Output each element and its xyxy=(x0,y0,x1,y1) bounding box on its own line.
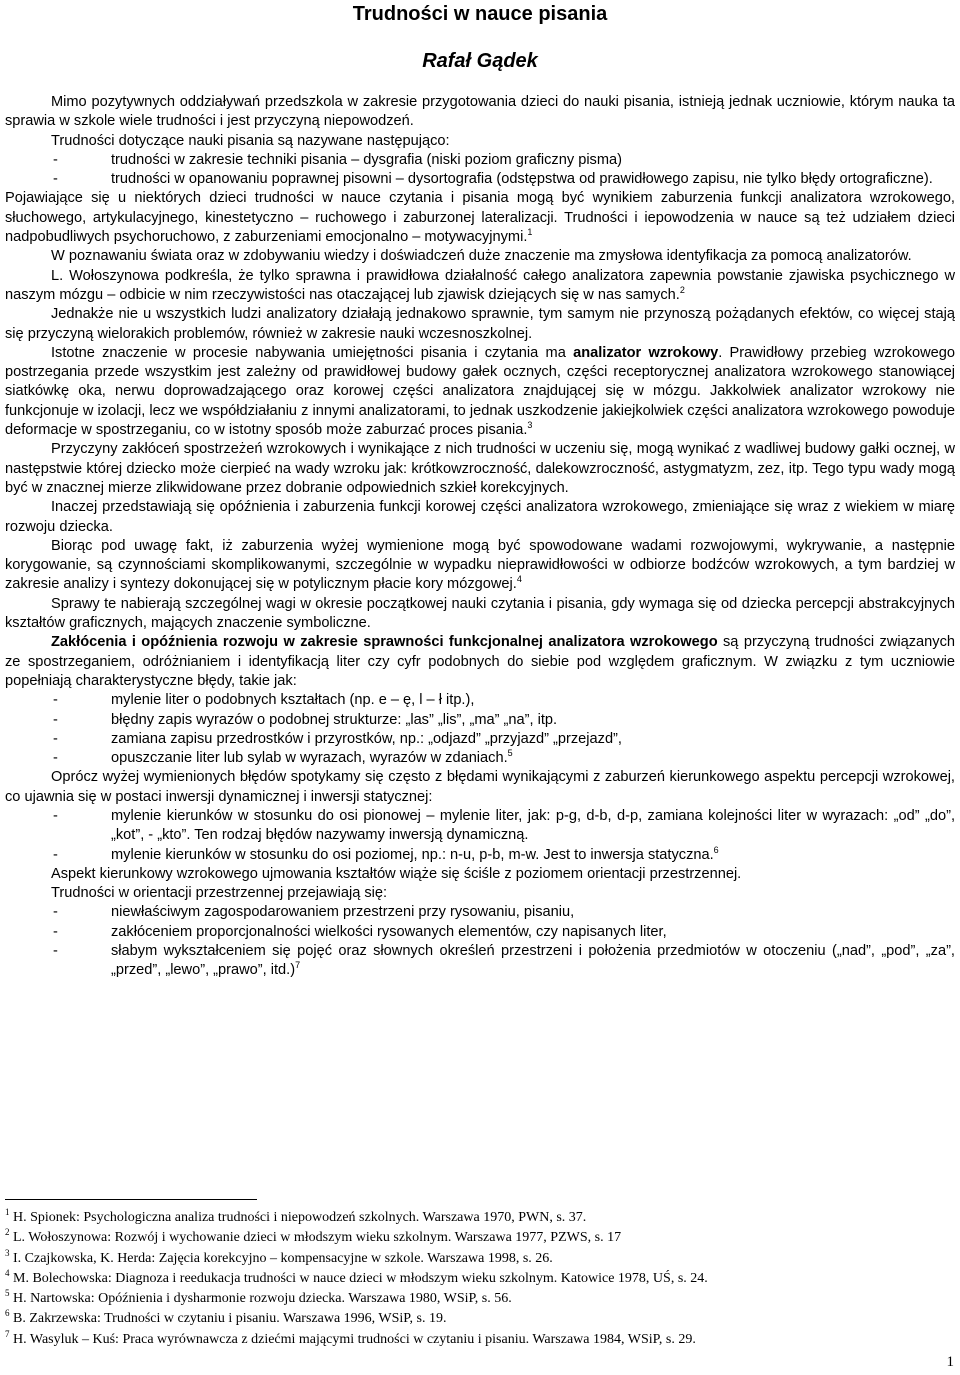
list-item xyxy=(5,807,955,846)
footnote xyxy=(5,1249,955,1269)
list-item xyxy=(5,691,955,710)
footnote-marker: 4 xyxy=(516,574,522,585)
footnote-text: H. Wasyluk – Kuś: Praca wyrównawcza z dziećmi mającymi trudności w czytaniu i pisaniu. Warszawa 1984, WSiP, s. 29. xyxy=(9,1331,696,1347)
footnote-text: H. Spionek: Psychologiczna analiza trudności i niepowodzeń szkolnych. Warszawa 1970, PWN, s. 37. xyxy=(9,1210,587,1225)
paragraph xyxy=(5,498,955,537)
paragraph-text: . Prawidłowy przebieg wzrokowego postrzegania przede wszystkim jest zależny od prawidłowej budowy gałek ocznych, części receptorycznej analizatora wzrokowego stanowiącej siatkówkę oka, nerwu doprowadzającego oraz korowej części analizatora znajdującej się w mózgu. Jakkolwiek analizator wzrokowy nie funkcjonuje w izolacji, lecz we współdziałaniu z innymi analizatorami, to jednak uszkodzenie jakiejkolwiek części analizatora wzrokowego powoduje deformacje w spostrzeganiu, co w istotny sposób może zaburzać proces pisania. xyxy=(5,344,955,439)
list-item-text: trudności w zakresie techniki pisania – dysgrafia (niski poziom graficzny pisma) xyxy=(111,151,622,168)
list-dash: - xyxy=(53,750,58,767)
paragraph xyxy=(5,132,955,151)
document-title: Trudności w nauce pisania xyxy=(352,3,608,25)
list-item-text: mylenie kierunków w stosunku do osi pionowej – mylenie liter, jak: p-g, d-b, d-p, zamiana kolejności liter w wyrazach: „od” „do”, „kot”, - „kto”. Ten rodzaj błędów nazywamy inwersją dynamiczną. xyxy=(111,807,955,844)
paragraph xyxy=(5,267,955,306)
paragraph xyxy=(5,344,955,440)
paragraph xyxy=(5,595,955,634)
paragraph-text: Istotne znaczenie w procesie nabywania umiejętności pisania i czytania ma xyxy=(51,344,574,361)
paragraph xyxy=(5,537,955,595)
list-item xyxy=(5,903,955,922)
footnote-number: 6 xyxy=(5,1308,10,1319)
footnote-number: 1 xyxy=(5,1207,10,1217)
list-dash: - xyxy=(53,943,58,960)
paragraph-text: Oprócz wyżej wymienionych błędów spotykamy się często z błędami wynikającymi z zaburzeń kierunkowego aspektu percepcji wzrokowej, co ujawnia się w postaci inwersji dynamicznej i inwersji statycznej: xyxy=(5,769,955,805)
footnote-text: I. Czajkowska, K. Herda: Zajęcia korekcyjno – kompensacyjne w szkole. Warszawa 1998, s. 26. xyxy=(9,1250,553,1266)
document-author: Rafał Gądek xyxy=(422,50,538,72)
list-dash: - xyxy=(53,904,58,921)
footnote-text: B. Zakrzewska: Trudności w czytaniu i pisaniu. Warszawa 1996, WSiP, s. 19. xyxy=(9,1311,447,1327)
list-item xyxy=(5,170,955,189)
list-dash: - xyxy=(53,923,58,940)
list-dash: - xyxy=(53,730,58,747)
paragraph xyxy=(5,93,955,132)
paragraph xyxy=(5,865,955,884)
list-item xyxy=(5,846,955,865)
footnote-marker: 6 xyxy=(713,844,719,855)
list-item xyxy=(5,942,955,981)
footnote-marker: 7 xyxy=(295,960,301,971)
footnote-marker: 5 xyxy=(507,748,513,759)
footnote-text: L. Wołoszynowa: Rozwój i wychowanie dzieci w młodszym wieku szkolnym. Warszawa 1977, PZWS, s. 17 xyxy=(9,1230,622,1246)
list-item xyxy=(5,711,955,730)
footnote-marker: 1 xyxy=(527,227,533,238)
footnote-marker: 3 xyxy=(527,420,533,431)
paragraph-text: Przyczyny zakłóceń spostrzeżeń wzrokowych i wynikające z nich trudności w uczeniu się, mogą wynikać z wadliwej budowy gałki ocznej, w następstwie której dziecko może cierpieć na wady wzroku jak: krótkowzroczność, dalekowzroczność, astygmatyzm, zez, itp. Tego typu wady mogą być w znacznej mierze zlikwidowane przez dobranie odpowiednich szkieł korekcyjnych. xyxy=(5,441,955,496)
list-dash: - xyxy=(53,846,58,863)
list-item-text: niewłaściwym zagospodarowaniem przestrzeni przy rysowaniu, pisaniu, xyxy=(111,904,575,921)
footnotes xyxy=(5,1208,955,1350)
list-dash: - xyxy=(53,171,58,188)
footnote xyxy=(5,1208,955,1228)
paragraph-text: Pojawiające się u niektórych dzieci trudności w nauce czytania i pisania mogą być wynikiem zaburzenia funkcji analizatora wzrokowego, słuchowego, artykulacyjnego, kinestetyczno – ruchowego i zaburzonej lateralizacji. Trudności i iepowodzenia w nauce są też udziałem dzieci nadpobudliwych psychoruchowo, z zaburzeniami emocjonalno – motywacyjnymi. xyxy=(5,190,955,246)
list-item-text: błędny zapis wyrazów o podobnej strukturze: „las” „lis”, „ma” „na”, itp. xyxy=(111,711,558,728)
paragraph-text: Aspekt kierunkowy wzrokowego ujmowania kształtów wiąże się ściśle z poziomem orientacji przestrzennej. xyxy=(51,865,742,882)
paragraph-text: Sprawy te nabierają szczególnej wagi w okresie początkowej nauki czytania i pisania, gdy wymaga się od dziecka percepcji abstrakcyjnych kształtów graficznych, mających znaczenie symboliczne. xyxy=(5,595,955,632)
list-dash: - xyxy=(53,692,58,709)
list-dash: - xyxy=(53,807,58,824)
footnote xyxy=(5,1228,955,1248)
footnote-separator xyxy=(5,1199,257,1200)
paragraph-text: Trudności dotyczące nauki pisania są nazywane następująco: xyxy=(51,132,450,149)
list-item-text: mylenie liter o podobnych kształtach (np. e – ę, l – ł itp.), xyxy=(111,692,475,709)
footnote-text: M. Bolechowska: Diagnoza i reedukacja trudności w nauce dzieci w młodszym wieku szkolnym. Katowice 1978, UŚ, s. 24. xyxy=(9,1270,708,1286)
list-item-text: opuszczanie liter lub sylab w wyrazach, wyrazów w zdaniach. xyxy=(111,750,508,767)
paragraph-text: są przyczyną trudności związanych ze spostrzeganiem, odróżnianiem i identyfikacją liter czy cyfr podobnych do siebie pod względem graficznym. W związku z tym uczniowie popełniają charakterystyczne błędy, takie jak: xyxy=(5,634,955,689)
paragraph-text: Mimo pozytywnych oddziaływań przedszkola w zakresie przygotowania dzieci do nauki pisania, istnieją jednak uczniowie, którym nauka ta sprawia w szkole wiele trudności i jest przyczyną niepowodzeń. xyxy=(5,94,955,130)
paragraph-text: W poznawaniu świata oraz w zdobywaniu wiedzy i doświadczeń duże znaczenie ma zmysłowa identyfikacja za pomocą analizatorów. xyxy=(51,248,912,265)
paragraph-text: Jednakże nie u wszystkich ludzi analizatory działają jednakowo sprawnie, tym samym nie przynoszą pożądanych efektów, co więcej stają się przyczyną wielorakich problemów, również w zakresie nauki wczesnoszkolnej. xyxy=(5,306,955,342)
paragraph xyxy=(5,768,955,807)
paragraph-text: L. Wołoszynowa podkreśla, że tylko sprawna i prawidłowa działalność całego analizatora zapewnia powstanie zjawiska psychicznego w naszym mózgu – odbicie w nim rzeczywistości nas otaczającej lub zjawisk dziejących się w nas samych. xyxy=(5,267,955,303)
list-item xyxy=(5,749,955,768)
list-item-text: zamiana zapisu przedrostków i przyrostków, np.: „odjazd” „przyjazd” „przejazd”, xyxy=(111,730,622,747)
footnote-text: H. Nartowska: Opóźnienia i dysharmonie rozwoju dziecka. Warszawa 1980, WSiP, s. 56. xyxy=(9,1291,512,1307)
bold-term: analizator wzrokowy xyxy=(573,344,719,361)
paragraph-text: Trudności w orientacji przestrzennej przejawiają się: xyxy=(51,885,388,902)
paragraph xyxy=(5,247,955,266)
paragraph-text: Biorąc pod uwagę fakt, iż zaburzenia wyżej wymienione mogą być spowodowane wadami rozwojowymi, wykrywanie, a następnie korygowanie, są czynnościami skomplikowanymi, szczególnie w wypadku nieprawidłowości w odbiorze bodźców wzrokowych, a tym bardziej w zakresie analizy i syntezy dokonującej się w potylicznym płacie kory mózgowej. xyxy=(5,537,955,593)
list-item-text: mylenie kierunków w stosunku do osi poziomej, np.: n-u, p-b, m-w. Jest to inwersja statyczna. xyxy=(111,846,714,863)
list-item xyxy=(5,923,955,942)
footnote-number: 7 xyxy=(5,1328,10,1339)
footnote-marker: 2 xyxy=(679,284,685,295)
paragraph xyxy=(5,189,955,247)
footnote-number: 3 xyxy=(5,1247,10,1258)
footnote-number: 4 xyxy=(5,1267,10,1278)
bold-term: Zakłócenia i opóźnienia rozwoju w zakresie sprawności funkcjonalnej analizatora wzrokowego xyxy=(51,634,718,651)
paragraph xyxy=(5,305,955,344)
footnote xyxy=(5,1309,955,1329)
footnote-number: 5 xyxy=(5,1288,10,1299)
document-body xyxy=(5,93,955,981)
footnote xyxy=(5,1330,955,1350)
list-item xyxy=(5,151,955,170)
list-item-text: zakłóceniem proporcjonalności wielkości rysowanych elementów, czy napisanych liter, xyxy=(111,923,667,940)
footnote xyxy=(5,1269,955,1289)
list-item-text: trudności w opanowaniu poprawnej pisowni – dysortografia (odstępstwa od prawidłowego zapisu, nie tylko błędy ortograficzne). xyxy=(111,171,933,188)
page-number: 1 xyxy=(946,1354,954,1370)
paragraph-text: Inaczej przedstawiają się opóźnienia i zaburzenia funkcji korowej części analizatora wzrokowego, zmieniające się wraz z wiekiem w miarę rozwoju dziecka. xyxy=(5,499,955,535)
list-dash: - xyxy=(53,711,58,728)
paragraph xyxy=(5,884,955,903)
footnote xyxy=(5,1289,955,1309)
paragraph xyxy=(5,633,955,691)
list-item xyxy=(5,730,955,749)
paragraph xyxy=(5,440,955,498)
list-dash: - xyxy=(53,151,58,168)
list-item-text: słabym wykształceniem się pojęć oraz słownych określeń przestrzeni i położenia przedmiotów w otoczeniu („nad”, „pod”, „za”, „przed”, „lewo”, „prawo”, itd.) xyxy=(111,943,955,979)
footnote-number: 2 xyxy=(5,1227,10,1238)
